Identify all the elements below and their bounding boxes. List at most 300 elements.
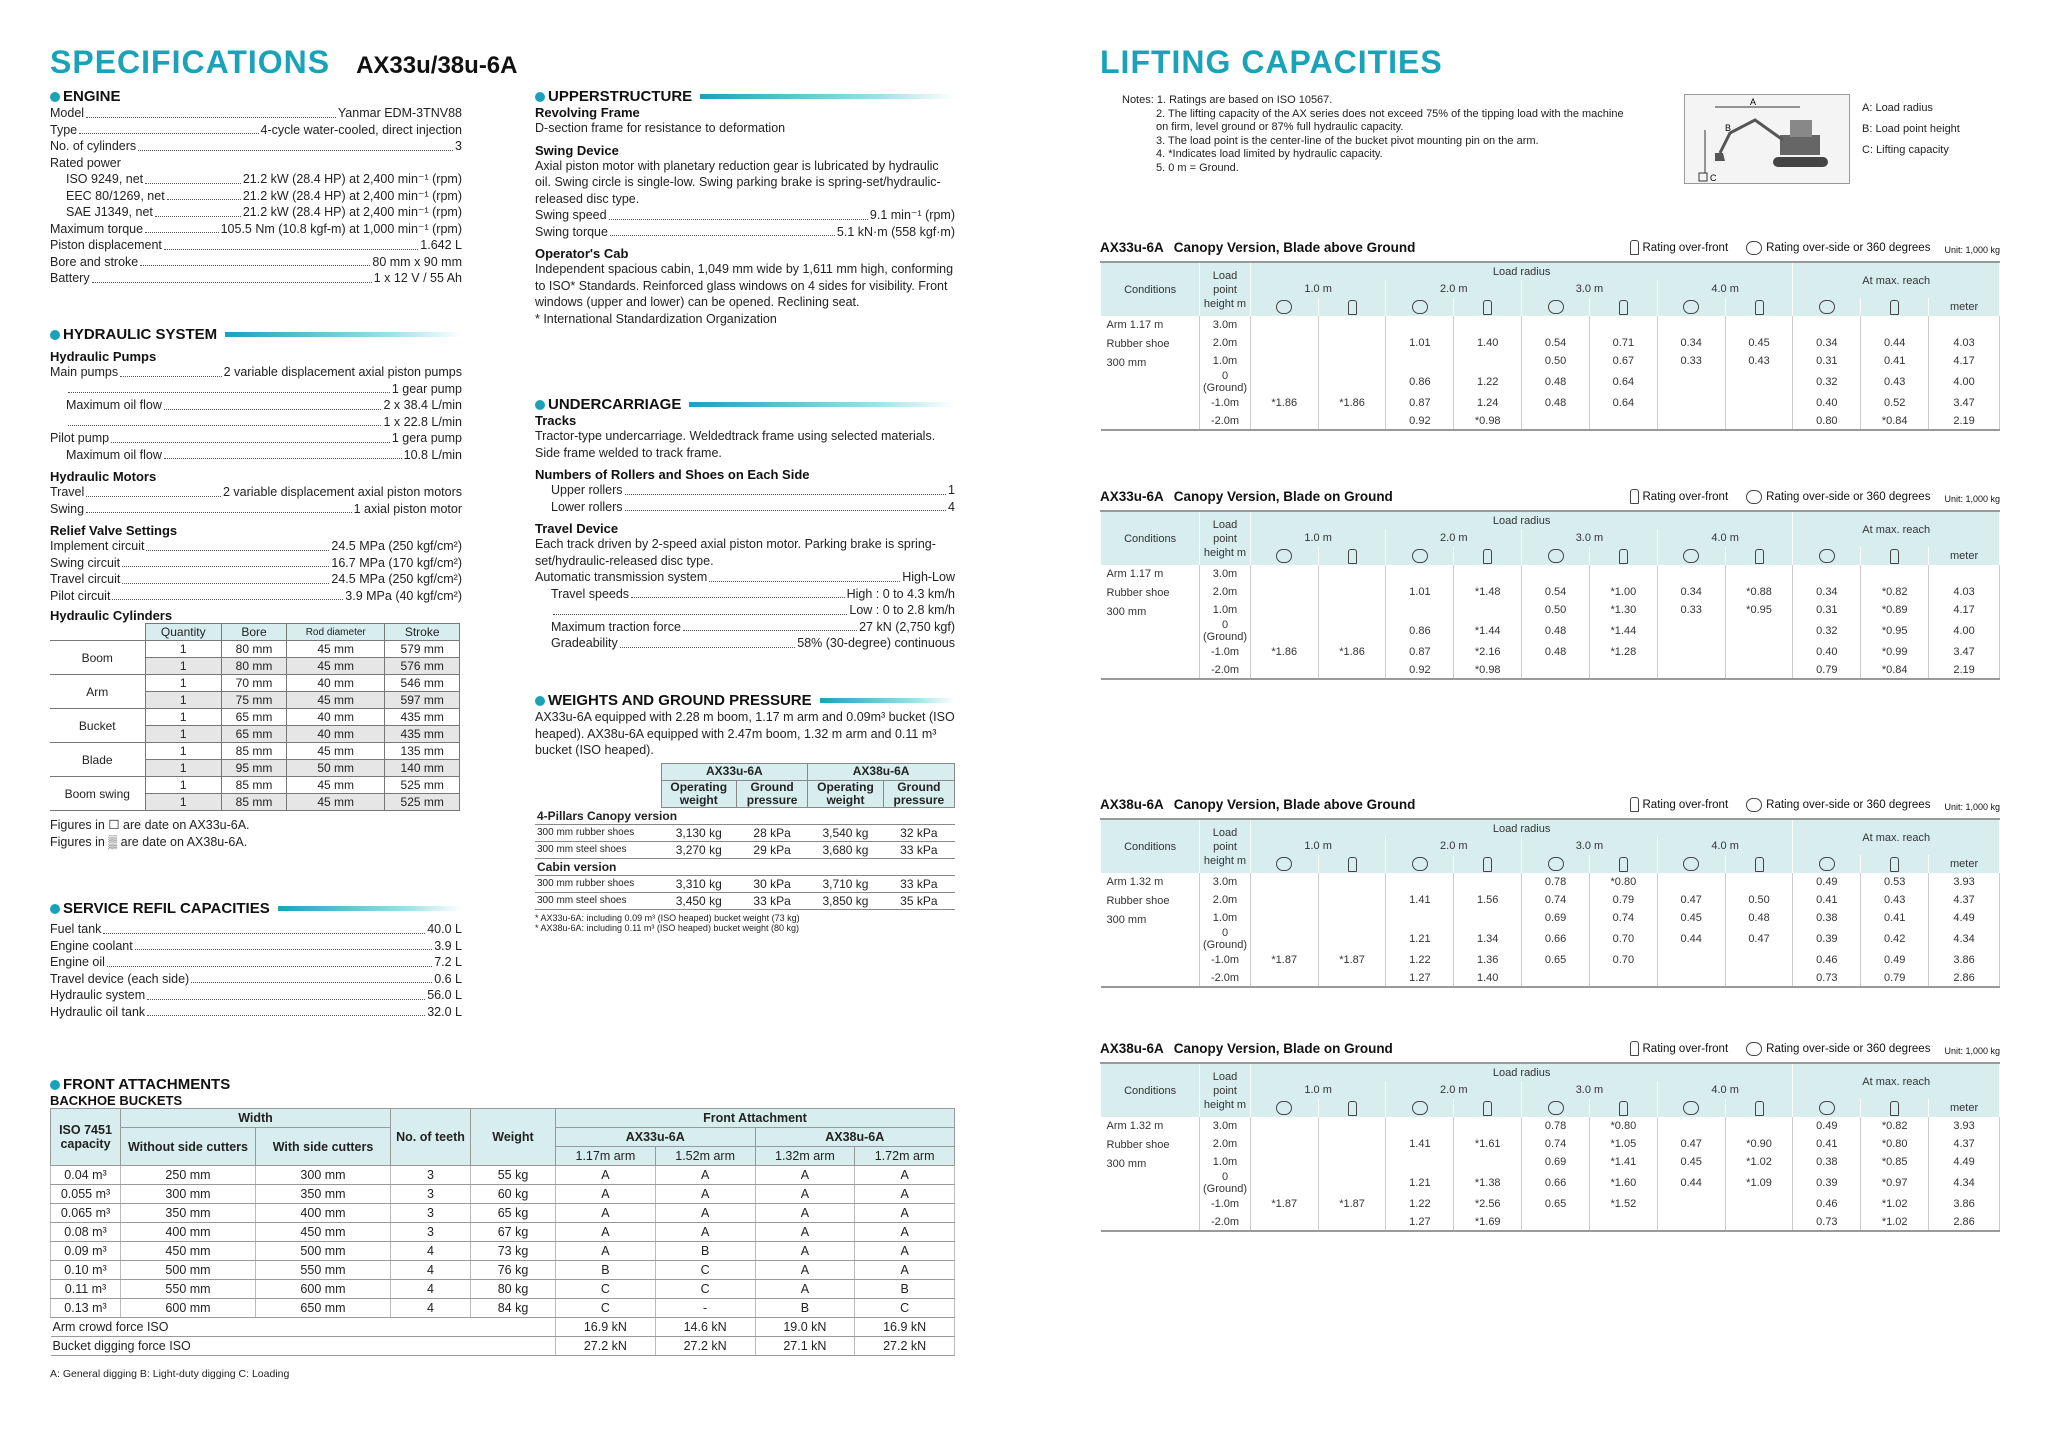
capacity-cell xyxy=(1318,909,1386,927)
radius-header: 4.0 m xyxy=(1657,529,1793,547)
capacity-cell: 1.22 xyxy=(1386,951,1454,969)
condition-line: Arm 1.17 m xyxy=(1106,568,1164,580)
capacity-cell xyxy=(1386,601,1454,619)
capacity-cell: 0.32 xyxy=(1793,619,1861,643)
table-row xyxy=(51,1280,955,1299)
spec-row xyxy=(535,224,955,241)
capacity-cell: 4.49 xyxy=(1929,1153,2000,1171)
capacity-cell: *0.98 xyxy=(1454,661,1522,679)
leader-dots xyxy=(122,555,329,568)
capacity-cell: 1.41 xyxy=(1386,891,1454,909)
radius-header: 3.0 m xyxy=(1522,529,1658,547)
meter-header: meter xyxy=(1929,1099,2000,1117)
leader-dots xyxy=(146,538,329,551)
capacity-cell: *1.44 xyxy=(1589,619,1657,643)
capacity-cell: 0.33 xyxy=(1657,352,1725,370)
capacity-cell: 2.86 xyxy=(1929,1213,2000,1231)
tracks-label: Tracks xyxy=(535,413,577,428)
leader-dots xyxy=(683,619,857,632)
capacity-cell: *1.52 xyxy=(1589,1195,1657,1213)
load-radius-header: Load radius xyxy=(1250,819,1793,837)
table-row xyxy=(1101,583,2000,601)
condition-line: Rubber shoe xyxy=(1106,895,1170,907)
leader-dots xyxy=(111,430,390,443)
capacity-cell xyxy=(1657,661,1725,679)
bucket-cell: 0.10 m³ xyxy=(51,1261,121,1280)
bucket-cell: 4 xyxy=(391,1242,471,1261)
bucket-cell: A xyxy=(655,1204,755,1223)
diagram-b: B xyxy=(1725,123,1732,133)
leader-dots xyxy=(145,221,219,234)
radius-header: 4.0 m xyxy=(1657,837,1793,855)
rollers-label: Numbers of Rollers and Shoes on Each Side xyxy=(535,467,810,482)
capacity-cell: 0.41 xyxy=(1793,1135,1861,1153)
engine-section xyxy=(50,88,462,287)
bucket-cell: A xyxy=(855,1242,955,1261)
weights-group: Cabin version xyxy=(535,858,955,875)
leader-dots xyxy=(164,447,402,460)
spec-key: Travel device (each side) xyxy=(50,971,190,986)
radius-header: 4.0 m xyxy=(1657,1081,1793,1099)
capacity-cell: 0.40 xyxy=(1793,643,1861,661)
bucket-cell: 650 mm xyxy=(256,1299,391,1318)
cyl-cell: 1 xyxy=(145,777,221,794)
capacity-cell xyxy=(1386,909,1454,927)
capacity-cell xyxy=(1793,565,1861,583)
bucket-cell: 550 mm xyxy=(121,1280,256,1299)
capacity-cell: 4.34 xyxy=(1929,927,2000,951)
spec-row xyxy=(50,588,462,605)
capacity-cell: 0.44 xyxy=(1861,334,1929,352)
front-rating-label: Rating over-front xyxy=(1642,490,1729,503)
spec-row xyxy=(50,105,462,122)
capacity-cell: 0.49 xyxy=(1793,873,1861,891)
capacity-cell: 1.01 xyxy=(1386,334,1454,352)
leader-dots xyxy=(112,588,343,601)
cyl-cell: 546 mm xyxy=(385,675,460,692)
diagram-legend xyxy=(1862,98,1960,161)
front-legend: A: General digging B: Light-duty digging C: Loading xyxy=(50,1368,290,1380)
capacity-cell: *1.30 xyxy=(1589,601,1657,619)
capacity-cell: *0.85 xyxy=(1861,1153,1929,1171)
height-cell: -2.0m xyxy=(1200,661,1251,679)
cyl-cell: 435 mm xyxy=(385,726,460,743)
refill-heading: SERVICE REFIL CAPACITIES xyxy=(50,900,462,917)
cyl-cell: 70 mm xyxy=(221,675,286,692)
capacity-cell: *0.84 xyxy=(1861,661,1929,679)
cyl-cell: 40 mm xyxy=(287,675,385,692)
arm-header: 1.32m arm xyxy=(755,1147,855,1166)
bucket-cell: 300 mm xyxy=(256,1166,391,1185)
force-value: 27.2 kN xyxy=(556,1337,656,1356)
lifting-condition-title: Canopy Version, Blade above Ground xyxy=(1173,797,1416,812)
cyl-cell: 597 mm xyxy=(385,692,460,709)
cyl-cell: 1 xyxy=(145,675,221,692)
capacity-cell xyxy=(1318,334,1386,352)
radius-header: 2.0 m xyxy=(1386,529,1522,547)
spec-row xyxy=(50,538,462,555)
height-cell: 3.0m xyxy=(1200,316,1251,334)
front-rating-icon xyxy=(1589,298,1657,316)
condition-line: Arm 1.32 m xyxy=(1106,1120,1164,1132)
spec-value: 1 x 22.8 L/min xyxy=(383,414,462,429)
capacity-cell: 0.39 xyxy=(1793,1171,1861,1195)
radius-header: 2.0 m xyxy=(1386,280,1522,298)
bucket-cell: 350 mm xyxy=(256,1185,391,1204)
unit-label: Unit: 1,000 kg xyxy=(1944,494,2000,504)
capacity-cell xyxy=(1657,619,1725,643)
bucket-cell: 0.065 m³ xyxy=(51,1204,121,1223)
capacity-cell xyxy=(1725,643,1793,661)
spec-value: 7.2 L xyxy=(434,955,462,969)
spec-row xyxy=(50,364,462,381)
capacity-cell: 0.74 xyxy=(1522,1135,1590,1153)
bucket-cell: B xyxy=(755,1299,855,1318)
capacity-cell: *1.41 xyxy=(1589,1153,1657,1171)
capacity-cell: *0.80 xyxy=(1589,1117,1657,1135)
note-line: 2. The lifting capacity of the AX series does not exceed 75% of the tipping load with the machine on firm, level ground or 87% full hydraulic capacity. xyxy=(1156,107,1624,133)
capacity-cell xyxy=(1657,412,1725,430)
capacity-cell: *2.56 xyxy=(1454,1195,1522,1213)
bucket-cell: C xyxy=(655,1261,755,1280)
cyl-cell: 576 mm xyxy=(385,658,460,675)
cyl-header: Stroke xyxy=(385,624,460,641)
bucket-cell: A xyxy=(855,1223,955,1242)
condition-line: Rubber shoe xyxy=(1106,1139,1170,1151)
capacity-cell xyxy=(1250,565,1318,583)
height-cell: 1.0m xyxy=(1200,909,1251,927)
cyl-cell: 45 mm xyxy=(287,743,385,760)
capacity-cell: *1.87 xyxy=(1318,1195,1386,1213)
load-radius-header: Load radius xyxy=(1250,262,1793,280)
height-cell: 3.0m xyxy=(1200,565,1251,583)
legend-a: A: Load radius xyxy=(1862,102,1933,114)
capacity-cell xyxy=(1250,1213,1318,1231)
front-rating-icon xyxy=(1630,1041,1639,1056)
capacity-cell xyxy=(1725,1195,1793,1213)
weights-cell: 28 kPa xyxy=(736,824,807,841)
side-rating-icon xyxy=(1746,1042,1762,1056)
capacity-cell xyxy=(1250,619,1318,643)
legend-b: B: Load point height xyxy=(1862,123,1960,135)
spec-key: Swing torque xyxy=(535,224,608,239)
capacity-cell: 1.40 xyxy=(1454,334,1522,352)
capacity-cell: 0.31 xyxy=(1793,601,1861,619)
front-attachments-table xyxy=(50,1108,955,1356)
capacity-cell: 0.87 xyxy=(1386,643,1454,661)
lifting-model: AX38u-6A xyxy=(1100,797,1164,812)
weights-note-2: * AX38u-6A: including 0.11 m³ (ISO heaped) bucket weight (80 kg) xyxy=(535,922,799,933)
capacity-cell xyxy=(1318,619,1386,643)
leader-dots xyxy=(92,270,372,283)
capacity-cell: 0.54 xyxy=(1522,334,1590,352)
cyl-cell: 579 mm xyxy=(385,641,460,658)
capacity-cell: 0.48 xyxy=(1522,394,1590,412)
capacity-cell xyxy=(1318,1135,1386,1153)
spec-row xyxy=(50,987,462,1004)
spec-key: Hydraulic oil tank xyxy=(50,1004,146,1019)
lifting-table-4 xyxy=(1100,1041,2000,1232)
weights-col: Ground pressure xyxy=(736,780,807,807)
weights-cell: 300 mm steel shoes xyxy=(535,841,661,858)
leader-dots xyxy=(164,397,382,410)
spec-value: 9.1 min⁻¹ (rpm) xyxy=(869,208,955,222)
bucket-cell: A xyxy=(655,1166,755,1185)
capacity-cell: *2.16 xyxy=(1454,643,1522,661)
capacity-cell: 0.50 xyxy=(1522,352,1590,370)
weights-cell: 30 kPa xyxy=(736,875,807,892)
front-rating-icon xyxy=(1861,1099,1929,1117)
bucket-cell: 60 kg xyxy=(471,1185,556,1204)
spec-value: 1 gera pump xyxy=(391,431,462,445)
conditions-cell xyxy=(1101,1117,1200,1231)
spec-value: 21.2 kW (28.4 HP) at 2,400 min⁻¹ (rpm) xyxy=(242,172,462,186)
bucket-cell: 3 xyxy=(391,1185,471,1204)
height-cell: -2.0m xyxy=(1200,412,1251,430)
cyl-name: Boom swing xyxy=(50,777,145,811)
weights-cell: 32 kPa xyxy=(883,824,954,841)
capacity-cell xyxy=(1250,601,1318,619)
force-label: Bucket digging force ISO xyxy=(51,1337,556,1356)
capacity-cell: 0.49 xyxy=(1861,951,1929,969)
spec-value: 32.0 L xyxy=(427,1004,462,1019)
bucket-cell: 4 xyxy=(391,1280,471,1299)
capacity-cell xyxy=(1250,352,1318,370)
spec-key: Lower rollers xyxy=(551,499,623,514)
weights-model-33: AX33u-6A xyxy=(661,763,808,780)
capacity-cell: 0.66 xyxy=(1522,1171,1590,1195)
force-value: 27.2 kN xyxy=(855,1337,955,1356)
note-line: 5. 0 m = Ground. xyxy=(1156,161,1239,174)
capacity-cell xyxy=(1725,1213,1793,1231)
leader-dots xyxy=(631,586,845,599)
capacity-cell: *0.80 xyxy=(1861,1135,1929,1153)
weights-cell: 300 mm rubber shoes xyxy=(535,824,661,841)
capacity-cell: 0.64 xyxy=(1589,394,1657,412)
capacity-cell: *1.87 xyxy=(1318,951,1386,969)
capacity-cell: 0.45 xyxy=(1657,909,1725,927)
table-row xyxy=(51,1223,955,1242)
front-rating-label: Rating over-front xyxy=(1642,798,1729,811)
capacity-cell: 1.22 xyxy=(1454,370,1522,394)
capacity-cell: 0.50 xyxy=(1522,601,1590,619)
spec-key: Main pumps xyxy=(50,365,119,379)
front-rating-icon xyxy=(1454,298,1522,316)
table-row xyxy=(1101,1117,2000,1135)
capacity-cell xyxy=(1386,1117,1454,1135)
capacity-cell: 4.00 xyxy=(1929,370,2000,394)
capacity-cell: 0.45 xyxy=(1657,1153,1725,1171)
capacity-cell xyxy=(1250,873,1318,891)
spec-key: ISO 9249, net xyxy=(66,172,144,186)
force-value: 14.6 kN xyxy=(655,1318,755,1337)
capacity-cell: 0.44 xyxy=(1657,927,1725,951)
capacity-cell: 0.66 xyxy=(1522,927,1590,951)
conditions-header: Conditions xyxy=(1101,262,1200,316)
spec-key: Engine oil xyxy=(50,955,105,969)
capacity-cell xyxy=(1318,1153,1386,1171)
bucket-cell: A xyxy=(855,1204,955,1223)
spec-row xyxy=(50,237,462,254)
capacity-cell xyxy=(1250,370,1318,394)
spec-key: Upper rollers xyxy=(551,483,623,497)
spec-value: 10.8 L/min xyxy=(403,447,462,462)
spec-row xyxy=(50,921,462,938)
height-cell: -1.0m xyxy=(1200,394,1251,412)
weights-cell: 3,310 kg xyxy=(661,875,736,892)
spec-key: Bore and stroke xyxy=(50,254,139,269)
capacity-cell xyxy=(1929,565,2000,583)
bucket-cell: 73 kg xyxy=(471,1242,556,1261)
spec-key: SAE J1349, net xyxy=(66,205,153,219)
capacity-cell: 0.74 xyxy=(1589,909,1657,927)
front-rating-icon xyxy=(1454,1099,1522,1117)
condition-line: Rubber shoe xyxy=(1106,338,1170,350)
capacity-cell: 3.93 xyxy=(1929,1117,2000,1135)
capacity-cell: 1.36 xyxy=(1454,951,1522,969)
capacity-cell: *0.99 xyxy=(1861,643,1929,661)
spec-value: 80 mm x 90 mm xyxy=(372,254,462,269)
front-rating-icon xyxy=(1630,797,1639,812)
capacity-cell xyxy=(1318,873,1386,891)
bucket-cell: 55 kg xyxy=(471,1166,556,1185)
capacity-cell: 3.47 xyxy=(1929,394,2000,412)
capacity-cell: *1.02 xyxy=(1861,1213,1929,1231)
spec-value: 27 kN (2,750 kgf) xyxy=(859,619,955,634)
capacity-cell: 4.34 xyxy=(1929,1171,2000,1195)
spec-row xyxy=(50,501,462,518)
spec-key: Maximum traction force xyxy=(551,619,681,634)
table-row xyxy=(1101,565,2000,583)
table-row xyxy=(1101,909,2000,927)
spec-value: 105.5 Nm (10.8 kgf-m) at 1,000 min⁻¹ (rpm) xyxy=(220,221,462,236)
bucket-cell: - xyxy=(655,1299,755,1318)
capacity-cell: *1.44 xyxy=(1454,619,1522,643)
capacity-cell: 1.01 xyxy=(1386,583,1454,601)
capacity-cell: 2.86 xyxy=(1929,969,2000,987)
leader-dots xyxy=(120,364,222,377)
capacity-cell: 0.46 xyxy=(1793,1195,1861,1213)
capacity-cell xyxy=(1250,316,1318,334)
pumps-label: Hydraulic Pumps xyxy=(50,349,157,364)
lifting-table-title xyxy=(1100,240,2000,255)
capacity-cell: 0.78 xyxy=(1522,873,1590,891)
weights-cell: 3,130 kg xyxy=(661,824,736,841)
cyl-cell: 1 xyxy=(145,641,221,658)
travel-text: Each track driven by 2-speed axial piston motor. Parking brake is spring-set/hydraulic-released disc type. xyxy=(535,537,936,568)
bucket-cell: 4 xyxy=(391,1261,471,1280)
weight-header: Weight xyxy=(471,1109,556,1166)
radius-header: 1.0 m xyxy=(1250,1081,1386,1099)
capacity-cell xyxy=(1386,873,1454,891)
leader-dots xyxy=(103,921,425,934)
capacity-cell xyxy=(1522,969,1590,987)
bucket-cell: B xyxy=(655,1242,755,1261)
capacity-cell xyxy=(1250,661,1318,679)
hydraulic-section xyxy=(50,326,462,850)
unit-label: Unit: 1,000 kg xyxy=(1944,245,2000,255)
table-row xyxy=(1101,619,2000,643)
capacity-cell xyxy=(1589,412,1657,430)
cyl-cell: 525 mm xyxy=(385,794,460,811)
capacity-cell xyxy=(1522,661,1590,679)
lifting-capacity-table xyxy=(1100,510,2000,680)
capacity-cell xyxy=(1657,316,1725,334)
note-line: 4. *Indicates load limited by hydraulic capacity. xyxy=(1156,148,1383,160)
upper-heading: UPPERSTRUCTURE xyxy=(535,88,955,105)
cyl-cell: 435 mm xyxy=(385,709,460,726)
capacity-cell: 4.37 xyxy=(1929,1135,2000,1153)
bucket-cell: 450 mm xyxy=(121,1242,256,1261)
capacity-cell: *0.95 xyxy=(1725,601,1793,619)
spec-row xyxy=(50,484,462,501)
cyl-cell: 140 mm xyxy=(385,760,460,777)
relief-label: Relief Valve Settings xyxy=(50,523,178,538)
front-rating-icon xyxy=(1861,855,1929,873)
note-line: 3. The load point is the center-line of the bucket pivot mounting pin on the arm. xyxy=(1156,134,1539,147)
bucket-cell: A xyxy=(755,1204,855,1223)
side-rating-icon xyxy=(1250,547,1318,565)
spec-row xyxy=(535,635,955,652)
capacity-cell: 0.80 xyxy=(1793,412,1861,430)
capacity-cell: *1.86 xyxy=(1318,394,1386,412)
weights-col: Ground pressure xyxy=(883,780,954,807)
bucket-cell: A xyxy=(855,1185,955,1204)
capacity-cell: 0.69 xyxy=(1522,909,1590,927)
side-rating-icon xyxy=(1386,547,1454,565)
spec-key: Maximum oil flow xyxy=(66,447,162,462)
capacity-cell: 0.48 xyxy=(1725,909,1793,927)
capacity-cell: 4.00 xyxy=(1929,619,2000,643)
spec-key: Automatic transmission system xyxy=(535,570,708,584)
capacity-cell: 0.86 xyxy=(1386,370,1454,394)
capacity-cell xyxy=(1657,1195,1725,1213)
weights-cell: 3,680 kg xyxy=(808,841,883,858)
lifting-capacity-table xyxy=(1100,261,2000,431)
table-row xyxy=(51,1204,955,1223)
capacity-cell: 4.03 xyxy=(1929,334,2000,352)
unit-label: Unit: 1,000 kg xyxy=(1944,802,2000,812)
load-point-header: Load point height m xyxy=(1200,262,1251,316)
table-row xyxy=(1101,1153,2000,1171)
cyl-cell: 45 mm xyxy=(287,794,385,811)
diagram-a: A xyxy=(1750,97,1757,107)
load-point-header: Load point height m xyxy=(1200,819,1251,873)
tracks-text: Tractor-type undercarriage. Weldedtrack frame using selected materials. Side frame welded to track frame. xyxy=(535,429,936,460)
conditions-cell xyxy=(1101,873,1200,987)
lifting-table-title xyxy=(1100,1041,2000,1056)
side-rating-label: Rating over-side or 360 degrees xyxy=(1766,241,1931,254)
leader-dots xyxy=(145,171,241,184)
front-rating-icon xyxy=(1318,298,1386,316)
capacity-cell: 0.79 xyxy=(1793,661,1861,679)
side-rating-icon xyxy=(1793,1099,1861,1117)
side-rating-icon xyxy=(1522,298,1590,316)
capacity-cell: *1.69 xyxy=(1454,1213,1522,1231)
capacity-cell: 2.19 xyxy=(1929,661,2000,679)
spec-key: Gradeability xyxy=(551,636,618,650)
table-row xyxy=(51,1166,955,1185)
capacity-cell: 0.40 xyxy=(1793,394,1861,412)
spec-value: 21.2 kW (28.4 HP) at 2,400 min⁻¹ (rpm) xyxy=(242,205,462,219)
spec-key: Implement circuit xyxy=(50,539,145,553)
spec-row xyxy=(50,430,462,447)
capacity-cell: 2.19 xyxy=(1929,412,2000,430)
width-header: Width xyxy=(121,1109,391,1128)
cyl-cell: 65 mm xyxy=(221,726,286,743)
rating-legend xyxy=(1630,240,1931,255)
capacity-cell: 0.65 xyxy=(1522,951,1590,969)
